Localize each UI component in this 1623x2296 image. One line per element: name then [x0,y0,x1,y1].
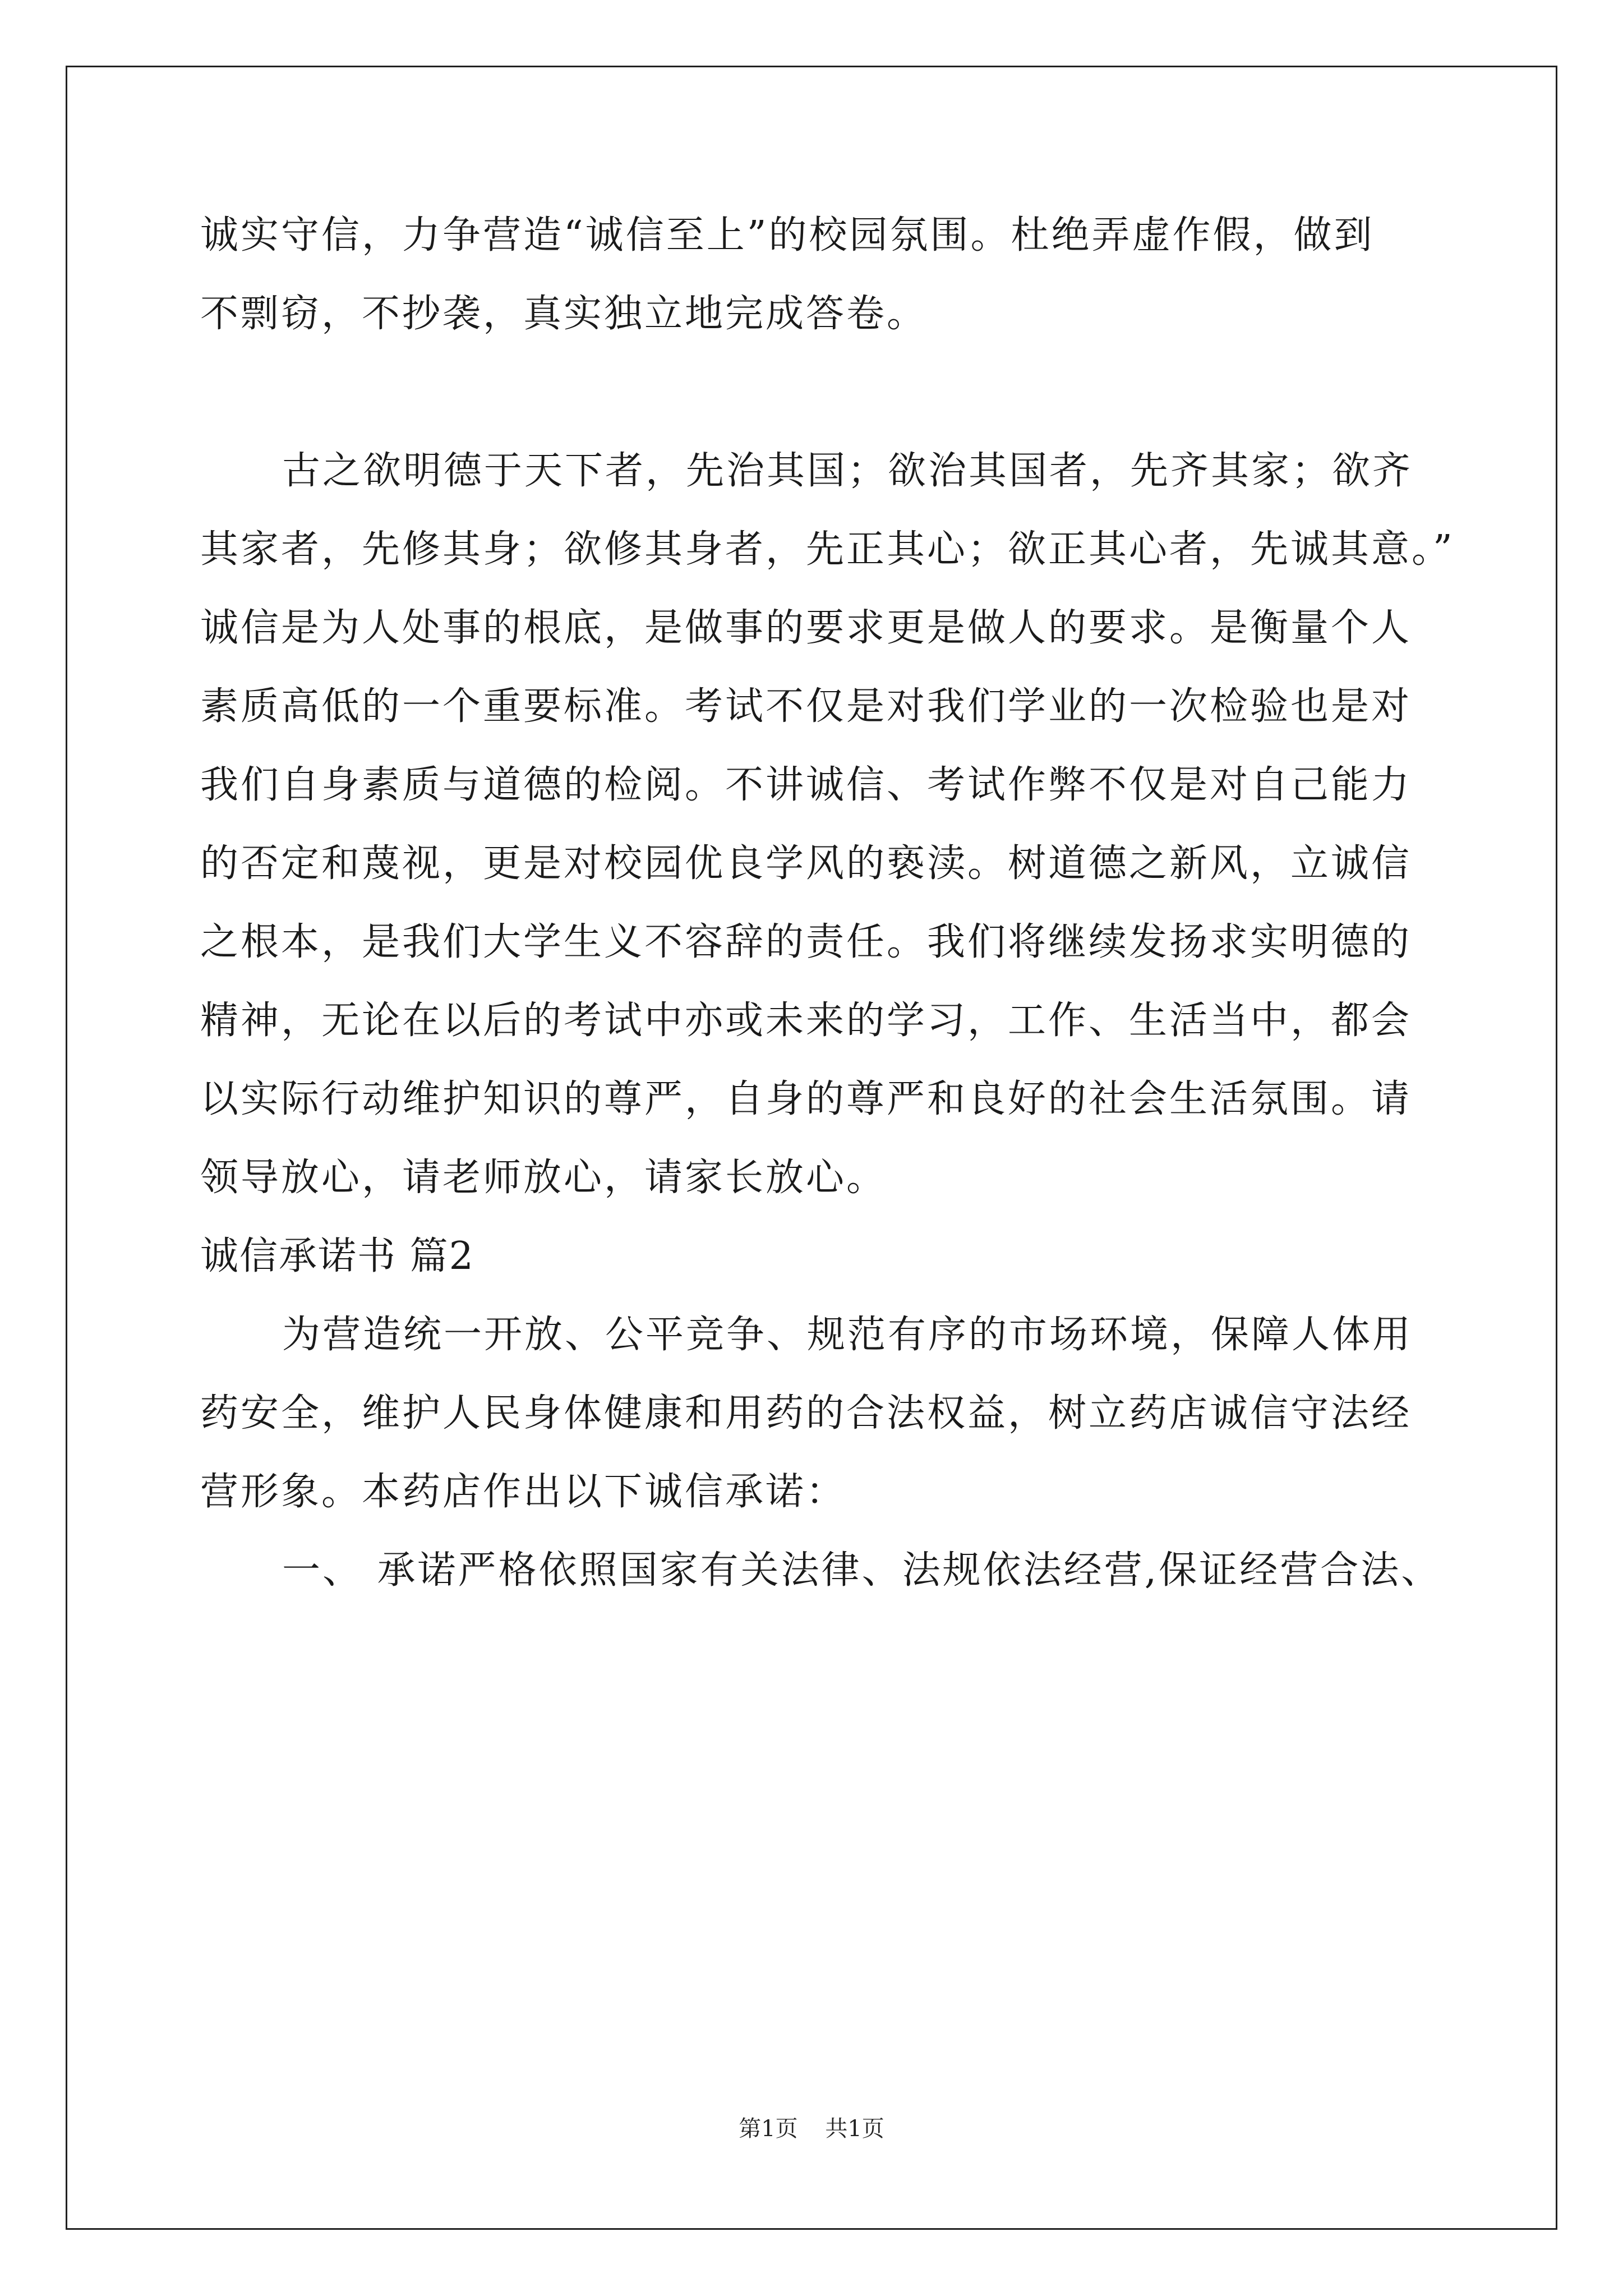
page-border [66,66,1557,2230]
paragraph-start-line: 为营造统一开放、公平竞争、规范有序的市场环境，保障人体用 [282,1313,1413,1357]
section-heading: 诚信承诺书 篇2 [200,1234,474,1278]
text-line: 之根本，是我们大学生义不容辞的责任。我们将继续发扬求实明德的 [200,920,1412,964]
text-line: 诚实守信，力争营造“诚信至上”的校园氛围。杜绝弄虚作假，做到 [200,213,1375,257]
text-line: 素质高低的一个重要标准。考试不仅是对我们学业的一次检验也是对 [200,684,1412,729]
list-item-line: 一、 承诺严格依照国家有关法律、法规依法经营,保证经营合法、 [282,1548,1442,1593]
paragraph-start-line: 古之欲明德于天下者，先治其国；欲治其国者，先齐其家；欲齐 [282,449,1413,493]
text-line: 营形象。本药店作出以下诚信承诺： [200,1470,847,1514]
text-line: 的否定和蔑视，更是对校园优良学风的亵渎。树道德之新风，立诚信 [200,841,1412,886]
text-line: 其家者，先修其身；欲修其身者，先正其心；欲正其心者，先诚其意。” [200,527,1455,572]
text-line: 诚信是为人处事的根底，是做事的要求更是做人的要求。是衡量个人 [200,606,1412,650]
page-footer [0,2115,1623,2143]
text-line: 以实际行动维护知识的尊严，自身的尊严和良好的社会生活氛围。请 [200,1077,1412,1121]
text-line: 精神，无论在以后的考试中亦或未来的学习，工作、生活当中，都会 [200,999,1412,1043]
text-line: 领导放心，请老师放心，请家长放心。 [200,1156,887,1200]
page-total: 共1页 [825,2116,884,2142]
page-number: 第1页 [739,2116,798,2142]
text-line: 药安全，维护人民身体健康和用药的合法权益，树立药店诚信守法经 [200,1391,1412,1435]
text-line: 我们自身素质与道德的检阅。不讲诚信、考试作弊不仅是对自己能力 [200,763,1412,807]
text-line: 不剽窃，不抄袭，真实独立地完成答卷。 [200,292,928,336]
